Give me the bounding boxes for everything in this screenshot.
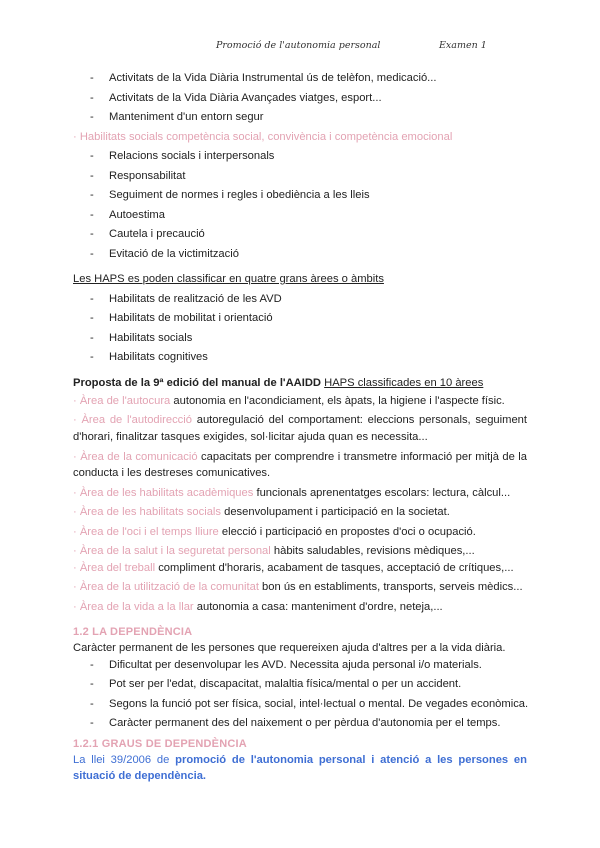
area-row: [73, 485, 527, 502]
area-name: · Àrea de la utilització de la comunitat: [73, 581, 259, 594]
area-desc: elecció i participació en propostes d'oci o ocupació.: [221, 525, 476, 538]
area-row: [73, 412, 527, 446]
list-item: - Responsabilitat: [73, 167, 527, 187]
list-item: - Evitació de la victimització: [73, 245, 527, 265]
dependencia-heading: 1.2 LA DEPENDÈNCIA: [73, 625, 193, 638]
area-desc: hàbits saludables, revisions mèdiques,...: [273, 544, 475, 557]
list-item: - Habilitats socials: [73, 329, 527, 349]
list-item: - Habilitats de mobilitat i orientació: [73, 309, 527, 329]
area-name: · Àrea de l'autodirecció: [73, 414, 192, 427]
list-item: - Pot ser per l'edat, discapacitat, malaltia física/mental o per un accident.: [73, 675, 527, 695]
graus-text-bold: promoció de l'autonomia personal i atenció a les persones en situació de dependència.: [73, 753, 527, 783]
aaidd-heading: [73, 374, 527, 394]
list-item: - Relacions socials i interpersonals: [73, 147, 527, 167]
document-body: [73, 69, 527, 785]
header-title: Promoció de l'autonomia personal: [216, 40, 381, 51]
list-item: - Manteniment d'un entorn segur: [73, 108, 527, 128]
area-row: [73, 560, 527, 577]
list-item: - Cautela i precaució: [73, 225, 527, 245]
area-name: · Àrea de la vida a la llar: [73, 600, 194, 613]
list-item: - Caràcter permanent des del naixement o per pèrdua d'autonomia per el temps.: [73, 714, 527, 734]
area-row: [73, 543, 527, 560]
area-name: · Àrea de les habilitats socials: [73, 506, 221, 519]
haps-heading: Les HAPS es poden classificar en quatre grans àrees o àmbits: [73, 273, 384, 285]
dependencia-intro: Caràcter permanent de les persones que requereixen ajuda d'altres per a la vida diària.: [73, 641, 506, 654]
aaidd-heading-bold: Proposta de la 9ª edició del manual de l'AAIDD: [73, 376, 322, 389]
area-row: [73, 504, 527, 521]
graus-text: [73, 752, 527, 785]
header-exam: Examen 1: [439, 40, 487, 51]
area-desc: bon ús en establiments, transports, serveis mèdics...: [262, 581, 523, 594]
area-row: [73, 579, 527, 596]
list-item: - Seguiment de normes i regles i obediència a les lleis: [73, 186, 527, 206]
list-item: - Dificultat per desenvolupar les AVD. Necessita ajuda personal i/o materials.: [73, 656, 527, 676]
list-item: - Habilitats de realització de les AVD: [73, 290, 527, 310]
area-desc: autonomia en l'acondiciament, els àpats, la higiene i l'aspecte físic.: [173, 395, 505, 407]
area-desc: capacitats per comprendre i transmetre informació per mitjà de la conducta i les destreses comunicatives.: [73, 450, 528, 480]
area-row: [73, 449, 527, 483]
area-desc: compliment d'horaris, acabament de tasques, acceptació de crítiques,...: [158, 561, 514, 574]
area-row: [73, 524, 527, 541]
area-desc: desenvolupament i participació en la societat.: [224, 506, 450, 519]
area-desc: autoregulació del comportament: eleccions personals, seguiment d'horari, finalitzar tasques exigides, sol·licitar ajuda quan es necessita...: [73, 414, 528, 444]
area-name: · Àrea de l'autocura: [73, 395, 171, 407]
aaidd-heading-link: HAPS classificades en 10 àrees: [324, 376, 484, 389]
graus-heading: 1.2.1 GRAUS DE DEPENDÈNCIA: [73, 737, 247, 750]
list-item: - Activitats de la Vida Diària Instrumental ús de telèfon, medicació...: [73, 69, 527, 89]
list-item: - Activitats de la Vida Diària Avançades viatges, esport...: [73, 89, 527, 109]
area-desc: funcionals aprenentatges escolars: lectura, càlcul...: [256, 486, 511, 499]
list-item: - Segons la funció pot ser física, social, intel·lectual o mental. De vegades econòmica.: [73, 695, 527, 715]
list-item: - Autoestima: [73, 206, 527, 226]
area-name: · Àrea del treball: [73, 561, 156, 574]
area-row: [73, 393, 527, 410]
area-desc: autonomia a casa: manteniment d'ordre, neteja,...: [196, 600, 443, 613]
social-skills-heading: · Habilitats socials competència social, convivència i competència emocional: [73, 130, 453, 143]
list-item: - Habilitats cognitives: [73, 348, 527, 368]
area-row: [73, 599, 527, 616]
graus-text-plain: La llei 39/2006 de: [73, 753, 176, 766]
area-name: · Àrea de les habilitats acadèmiques: [73, 486, 254, 499]
area-name: · Àrea de la comunicació: [73, 450, 198, 463]
area-name: · Àrea de l'oci i el temps lliure: [73, 525, 219, 538]
area-name: · Àrea de la salut i la seguretat personal: [73, 544, 271, 557]
